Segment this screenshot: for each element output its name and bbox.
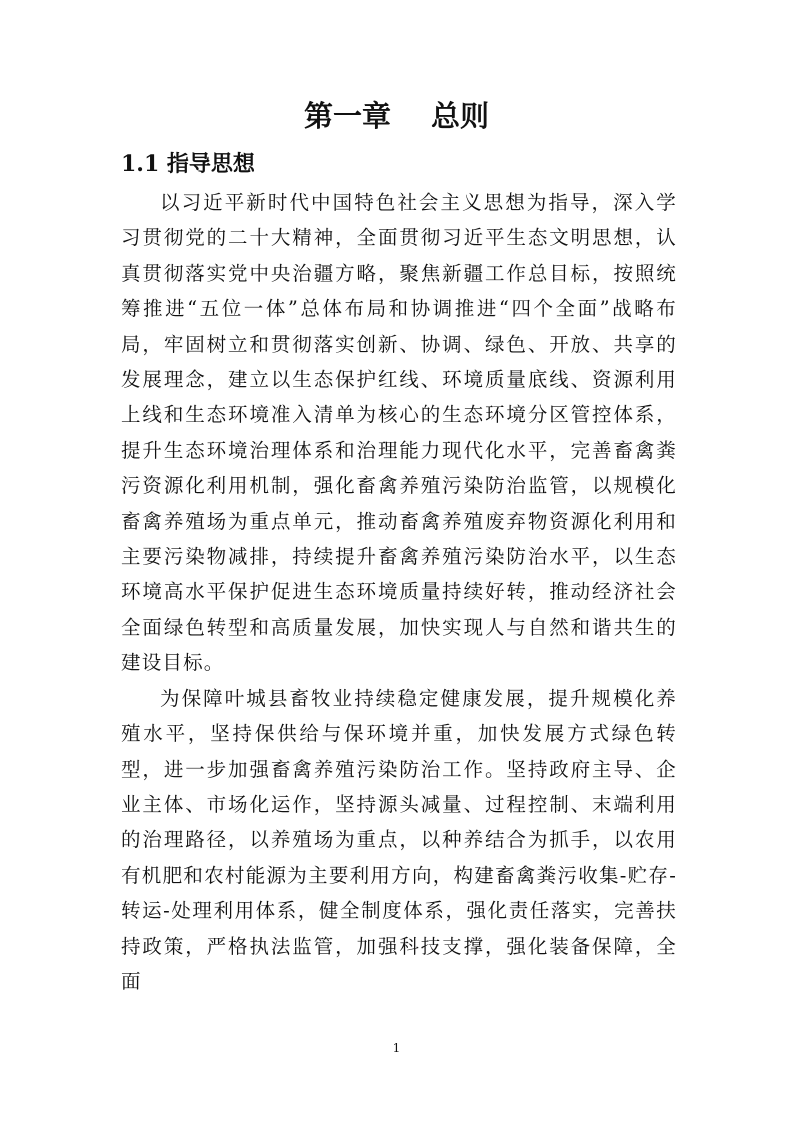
chapter-title [0,96,793,136]
chapter-title-name: 总则 [431,99,490,133]
document-body [121,185,677,999]
paragraph-guiding-ideology: 以习近平新时代中国特色社会主义思想为指导，深入学习贯彻党的二十大精神，全面贯彻习近平生态文明思想，认真贯彻落实党中央治疆方略，聚焦新疆工作总目标，按照统筹推进“五位一体”总体布局和协调推进“四个全面”战略布局，牢固树立和贯彻落实创新、协调、绿色、开放、共享的发展理念，建立以生态保护红线、环境质量底线、资源利用上线和生态环境准入清单为核心的生态环境分区管控体系，提升生态环境治理体系和治理能力现代化水平，完善畜禽粪污资源化利用机制，强化畜禽养殖污染防治监管，以规模化畜禽养殖场为重点单元，推动畜禽养殖废弃物资源化利用和主要污染物减排，持续提升畜禽养殖污染防治水平，以生态环境高水平保护促进生态环境质量持续好转，推动经济社会全面绿色转型和高质量发展，加快实现人与自然和谐共生的建设目标。 [121,191,677,675]
section-heading: 1.1 指导思想 [121,151,255,177]
paragraph-livestock-development: 为保障叶城县畜牧业持续稳定健康发展，提升规模化养殖水平，坚持保供给与保环境并重，加快发展方式绿色转型，进一步加强畜禽养殖污染防治工作。坚持政府主导、企业主体、市场化运作，坚持源头减量、过程控制、末端利用的治理路径，以养殖场为重点，以种养结合为抓手，以农用有机肥和农村能源为主要利用方向，构建畜禽粪污收集-贮存-转运-处理利用体系，健全制度体系，强化责任落实，完善扶持政策，严格执法监管，加强科技支撑，强化装备保障，全面 [121,686,677,993]
chapter-title-number: 第一章 [303,99,391,133]
page-number: 1 [392,1041,401,1055]
